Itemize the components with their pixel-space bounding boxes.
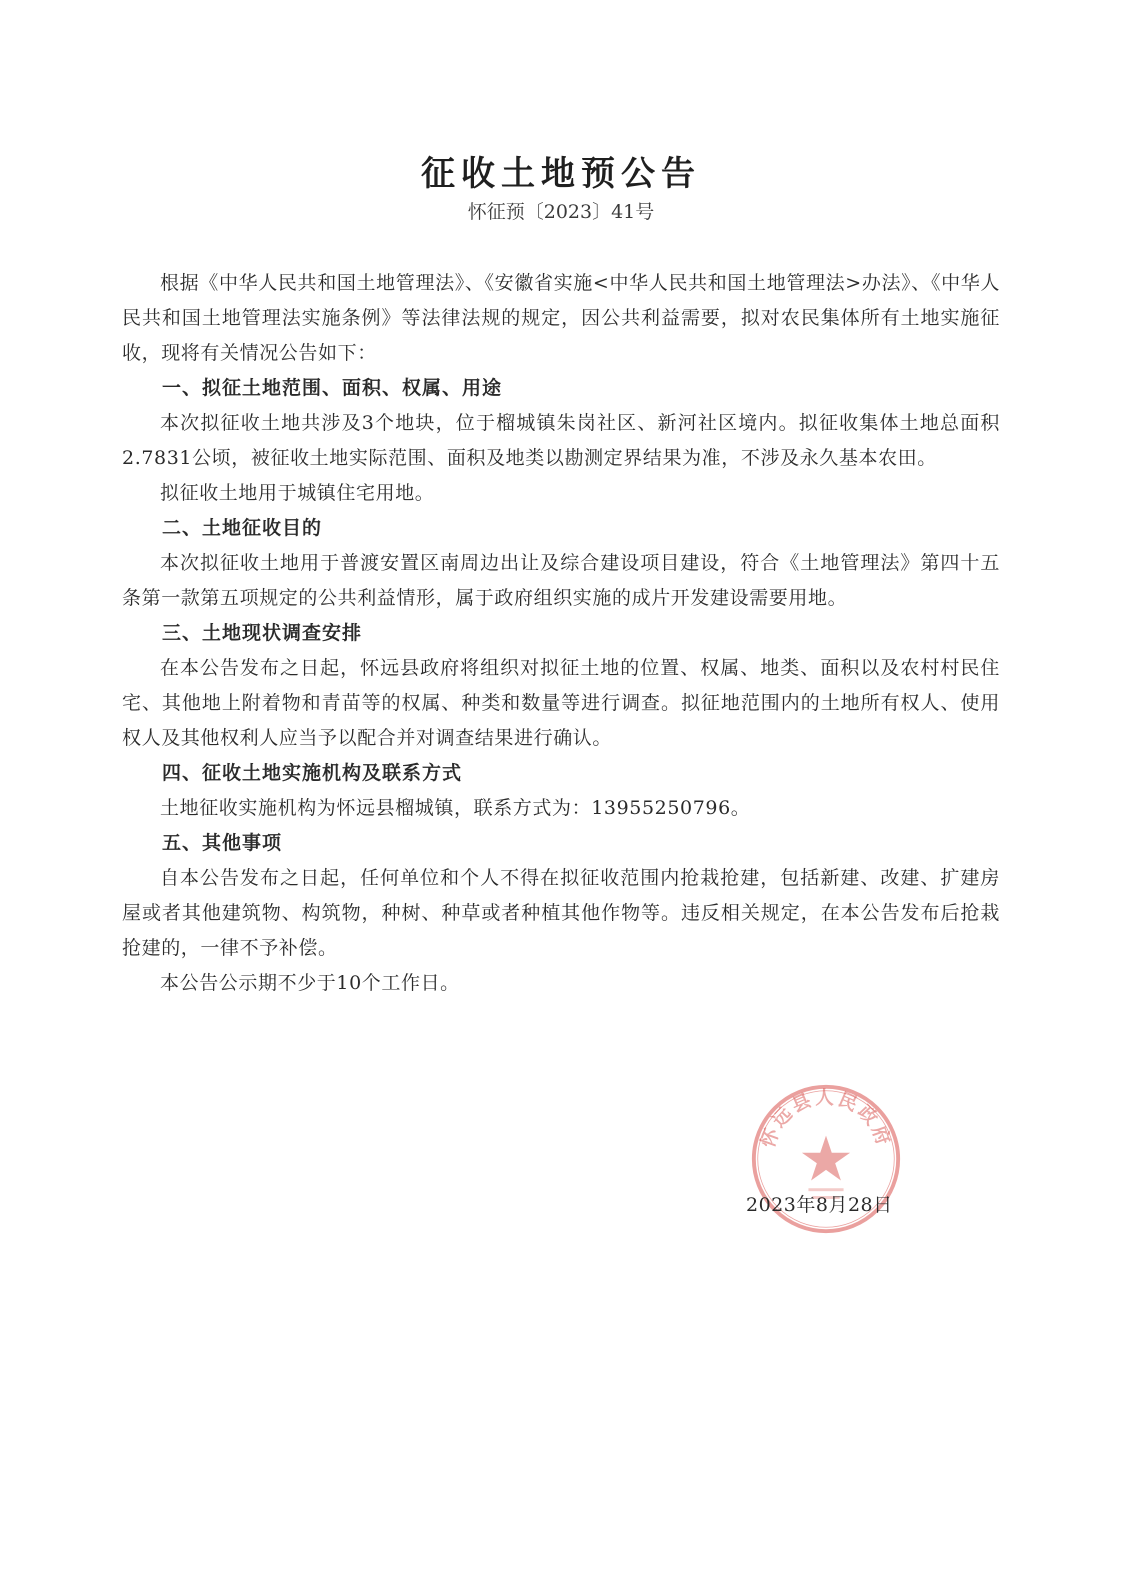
section-heading-survey: 三、土地现状调查安排 <box>162 622 363 644</box>
svg-text:怀远县人民政府: 怀远县人民政府 <box>757 1087 895 1151</box>
document-number: 怀征预〔2023〕41号 <box>467 201 655 223</box>
section-paragraph: 本次拟征收土地用于普渡安置区南周边出让及综合建设项目建设，符合《土地管理法》第四十五条第一款第五项规定的公共利益情形，属于政府组织实施的成片开发建设需要用地。 <box>122 552 1000 609</box>
section-heading-agency: 四、征收土地实施机构及联系方式 <box>162 762 463 784</box>
notice-body <box>122 266 1000 1001</box>
section-heading-other: 五、其他事项 <box>162 832 283 854</box>
section-paragraph: 自本公告发布之日起，任何单位和个人不得在拟征收范围内抢栽抢建，包括新建、改建、扩建房屋或者其他建筑物、构筑物，种树、种草或者种植其他作物等。违反相关规定，在本公告发布后抢栽抢建的，一律不予补偿。 <box>122 867 1000 959</box>
notice-title: 征收土地预公告 <box>421 154 701 194</box>
section-paragraph: 本次拟征收土地共涉及3个地块，位于榴城镇朱岗社区、新河社区境内。拟征收集体土地总面积2.7831公顷，被征收土地实际范围、面积及地类以勘测定界结果为准，不涉及永久基本农田。 <box>122 412 1000 469</box>
notice-date: 2023年8月28日 <box>746 1194 893 1216</box>
section-heading-scope: 一、拟征土地范围、面积、权属、用途 <box>162 377 503 399</box>
section-paragraph: 土地征收实施机构为怀远县榴城镇，联系方式为：13955250796。 <box>160 797 751 819</box>
section-paragraph: 拟征收土地用于城镇住宅用地。 <box>160 482 435 504</box>
section-paragraph: 在本公告发布之日起，怀远县政府将组织对拟征土地的位置、权属、地类、面积以及农村村民住宅、其他地上附着物和青苗等的权属、种类和数量等进行调查。拟征地范围内的土地所有权人、使用权人及其他权利人应当予以配合并对调查结果进行确认。 <box>122 657 1000 749</box>
section-heading-purpose: 二、土地征收目的 <box>162 517 323 539</box>
intro-paragraph: 根据《中华人民共和国土地管理法》、《安徽省实施<中华人民共和国土地管理法>办法》、《中华人民共和国土地管理法实施条例》等法律法规的规定，因公共利益需要，拟对农民集体所有土地实施征收，现将有关情况公告如下： <box>122 272 1000 364</box>
section-paragraph: 本公告公示期不少于10个工作日。 <box>160 972 460 994</box>
